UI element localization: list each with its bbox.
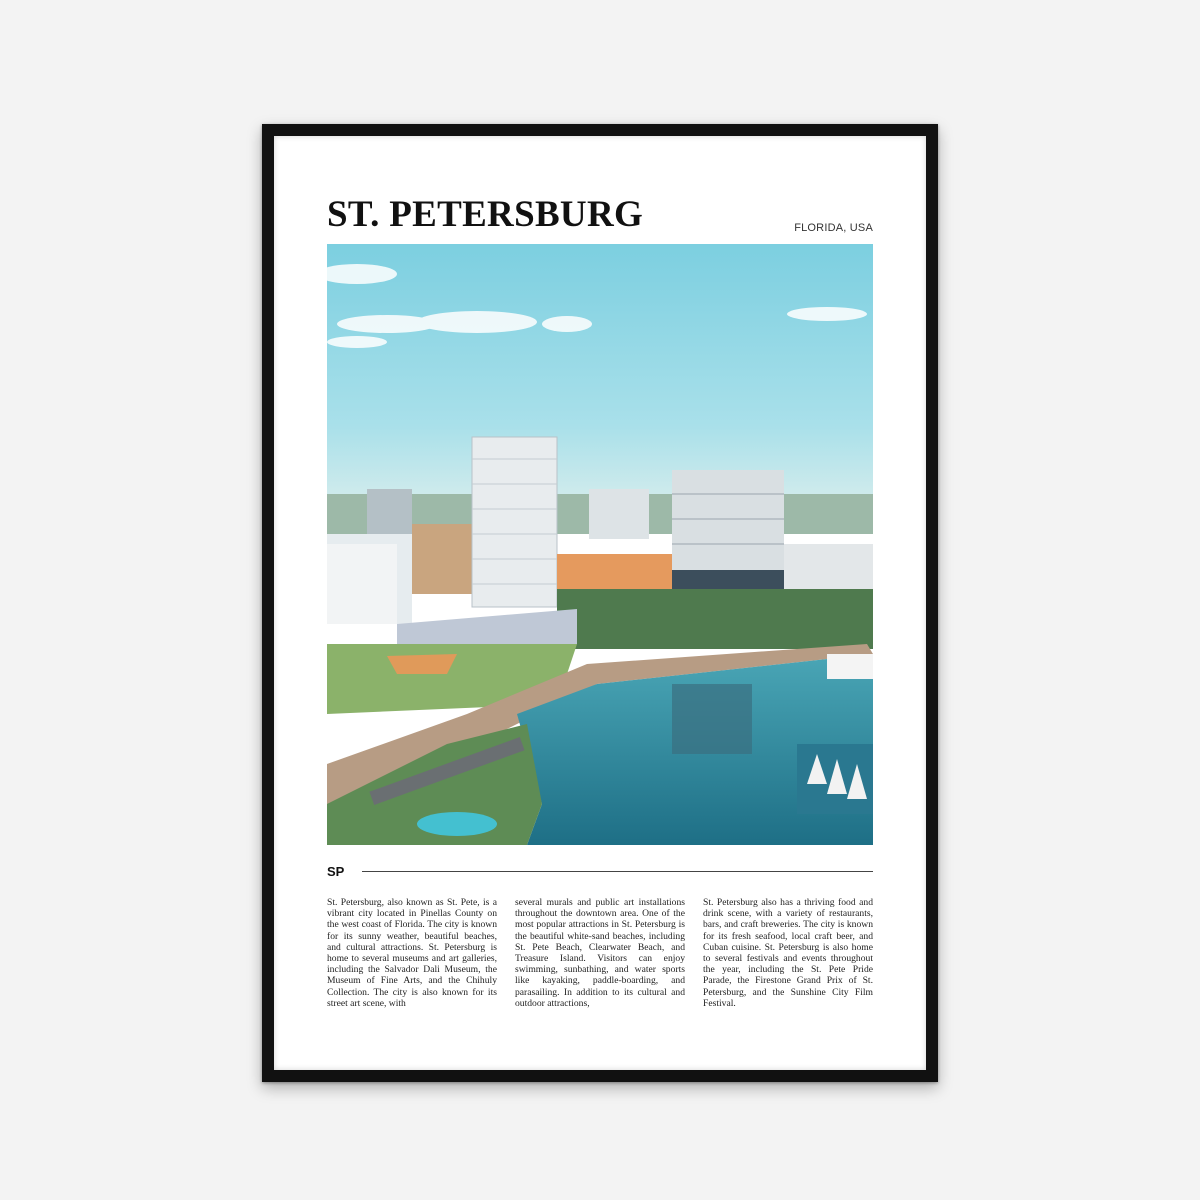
tower-dark <box>672 470 784 600</box>
marina <box>797 744 873 814</box>
description-column-1: St. Petersburg, also known as St. Pete, is a vibrant city located in Pinellas County on the west coast of Florida. The city is known for its sunny weather, beautiful beaches, and cultural attractions. St. Petersburg is home to several museums and art galleries, including the Salvador Dali Museum, the Museum of Fine Arts, and the Chihuly Collection. The city is also known for its street art scene, with <box>327 897 497 1009</box>
section-label: SP <box>327 864 345 879</box>
sky <box>327 244 873 504</box>
tower-white <box>472 437 557 607</box>
city-skyline-photo <box>327 244 873 845</box>
poster-title: ST. PETERSBURG <box>327 194 644 235</box>
fountain <box>417 812 497 836</box>
poster-subtitle: FLORIDA, USA <box>794 222 873 234</box>
divider-line <box>362 871 873 872</box>
description-column-3: St. Petersburg also has a thriving food and drink scene, with a variety of restaurants, bars, and craft breweries. The city is known for its fresh seafood, local craft beer, and Cuban cuisine. St. Petersburg is also home to several festivals and events throughout the year, including the St. Pete Pride Parade, the Firestone Grand Prix of St. Petersburg, and the Sunshine City Film Festival. <box>703 897 873 1009</box>
description-column-2: several murals and public art installations throughout the downtown area. One of the most popular attractions in St. Petersburg is the beautiful white-sand beaches, including St. Pete Beach, Clearwater Beach, and Treasure Island. Visitors can enjoy swimming, sunbathing, and water sports like kayaking, paddle-boarding, and parasailing. In addition to its cultural and outdoor attractions, <box>515 897 685 1009</box>
